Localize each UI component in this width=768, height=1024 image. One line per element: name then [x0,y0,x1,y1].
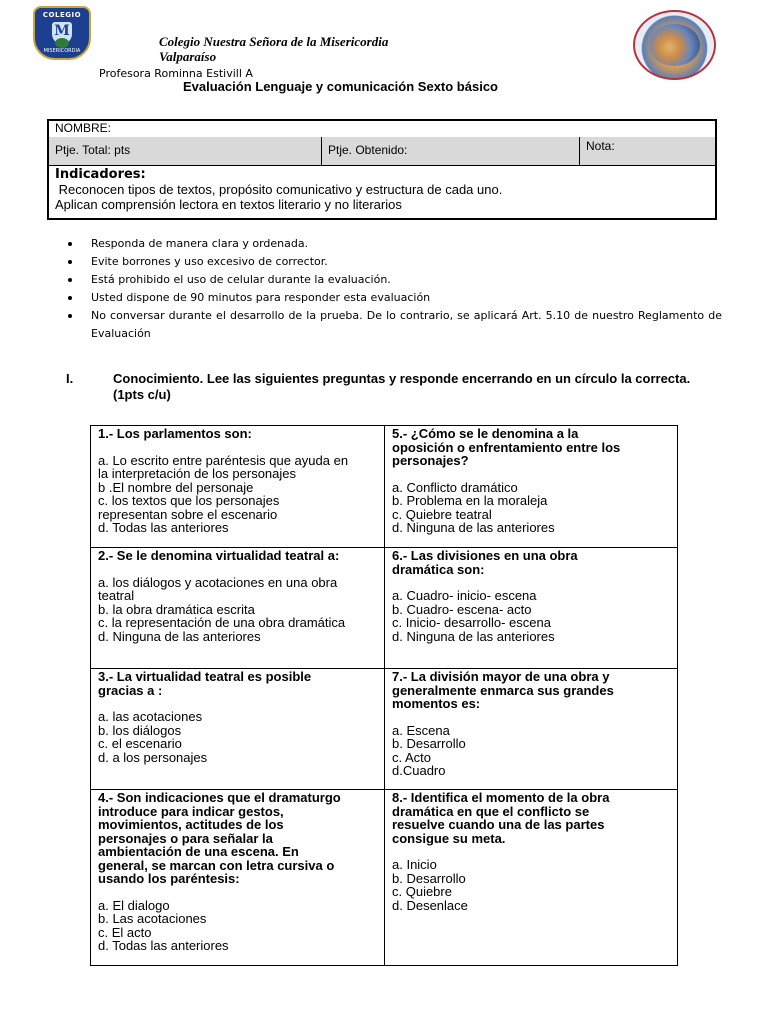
instruction-item: No conversar durante el desarrollo de la prueba. De lo contrario, se aplicará Art. 5.10 de nuestro Reglamento de Evaluación [66,307,722,343]
question-text: 7.- La división mayor de una obra y generalmente enmarca sus grandes momentos es: [392,669,614,711]
question-text: 4.- Son indicaciones que el dramaturgo introduce para indicar gestos, movimientos, actitudes de los personajes o para señalar la ambientación de una escena. En general, se marcan con letra cursiva o usando los paréntesis: [98,790,341,886]
instruction-item: Está prohibido el uso de celular durante la evaluación. [66,271,722,289]
answer-options[interactable]: a. Escena b. Desarrollo c. Acto d.Cuadro [392,722,466,778]
teacher-name: Profesora Rominna Estivill A [99,67,253,80]
answer-options[interactable]: a. Cuadro- inicio- escena b. Cuadro- escena- acto c. Inicio- desarrollo- escena d. Ninguna de las anteriores [392,588,555,644]
question-3 [91,669,384,789]
school-name [159,34,388,64]
question-text: 6.- Las divisiones en una obra dramática son: [392,548,578,577]
question-2 [91,548,384,668]
question-text: 2.- Se le denomina virtualidad teatral a: [98,548,340,563]
question-5 [385,426,678,547]
answer-options[interactable]: a. El dialogo b. Las acotaciones c. El acto d. Todas las anteriores [98,897,229,953]
tree-icon [55,38,69,48]
instruction-item: Evite borrones y uso excesivo de corrector. [66,253,722,271]
question-text: 5.- ¿Cómo se le denomina a la oposición o enfrentamiento entre los personajes? [392,426,621,468]
answer-options[interactable]: a. Inicio b. Desarrollo c. Quiebre d. Desenlace [392,857,468,913]
school-logo [33,6,91,60]
questions-table [90,425,678,966]
school-name-line: Colegio Nuestra Señora de la Misericordia [159,34,389,49]
answer-options[interactable]: a. los diálogos y acotaciones en una obra teatral b. la obra dramática escrita c. la representación de una obra dramática d. Ninguna de las anteriores [98,574,346,644]
religious-emblem [633,10,716,80]
section-number: I. [66,371,74,386]
question-1 [91,426,384,547]
logo-bottom-text: MISERICORDIA [43,48,81,54]
indicators-label: Indicadores: [55,167,146,182]
grade-field[interactable]: Nota: [579,137,715,165]
logo-top-text: COLEGIO [42,11,82,19]
question-text: 8.- Identifica el momento de la obra dramática en que el conflicto se resuelve cuando una de las partes consigue su meta. [392,790,610,846]
name-field[interactable]: NOMBRE: [49,121,715,138]
indicator-item: Aplican comprensión lectora en textos literario y no literarios [55,197,402,212]
question-text: 3.- La virtualidad teatral es posible gracias a : [98,669,312,698]
instructions-list [66,235,722,343]
indicators-block [55,167,709,212]
score-row [49,137,715,166]
emblem-image-icon [649,24,700,66]
student-info-table [47,119,717,220]
question-7 [385,669,678,789]
instruction-item: Usted dispone de 90 minutos para responder esta evaluación [66,289,722,307]
question-8 [385,790,678,966]
answer-options[interactable]: a. las acotaciones b. los diálogos c. el escenario d. a los personajes [98,709,208,765]
answer-options[interactable]: a. Conflicto dramático b. Problema en la moraleja c. Quiebre teatral d. Ninguna de las anteriores [392,479,555,535]
total-score-field[interactable]: Ptje. Total: pts [55,143,131,157]
section-heading: Conocimiento. Lee las siguientes preguntas y responde encerrando en un círculo la correcta. (1pts c/u) [113,371,691,402]
answer-options[interactable]: a. Lo escrito entre paréntesis que ayuda en la interpretación de los personajes b .El nombre del personaje c. los textos que los personajes representan sobre el escenario d. Todas las anteriores [98,452,349,535]
indicator-item: Reconocen tipos de textos, propósito comunicativo y estructura de cada uno. [55,182,503,197]
question-text: 1.- Los parlamentos son: [98,426,252,441]
question-6 [385,548,678,668]
instruction-item: Responda de manera clara y ordenada. [66,235,722,253]
obtained-score-field[interactable]: Ptje. Obtenido: [321,137,578,165]
question-4 [91,790,384,966]
school-city-line: Valparaíso [159,49,217,64]
page-title: Evaluación Lenguaje y comunicación Sexto básico [183,79,498,94]
